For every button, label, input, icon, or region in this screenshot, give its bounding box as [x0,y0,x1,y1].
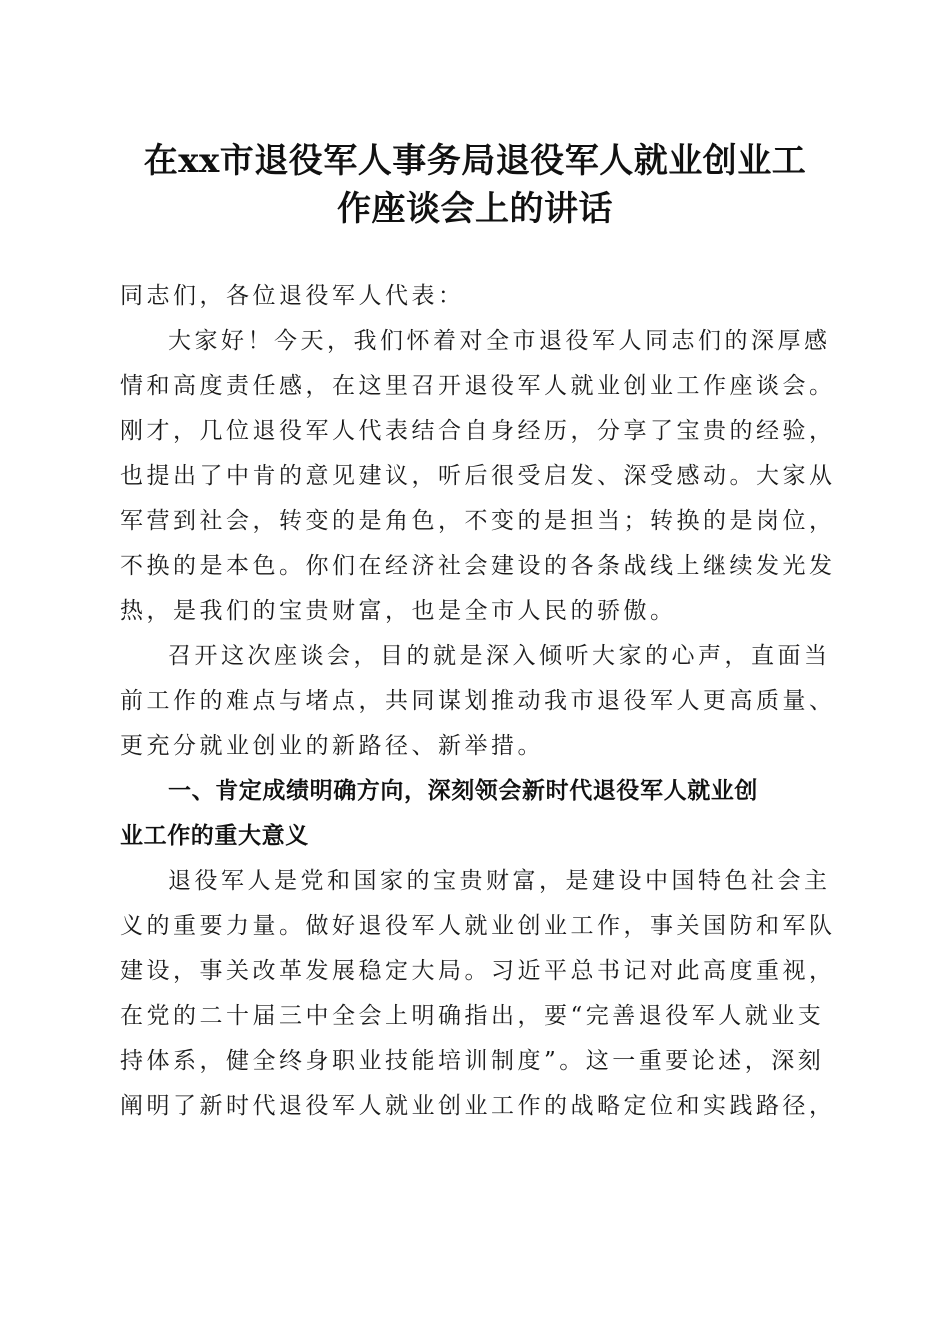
paragraph-1-line-1: 大家好！今天，我们怀着对全市退役军人同志们的深厚感 [168,328,831,354]
salutation: 同志们，各位退役军人代表： [120,283,465,309]
section-1-heading-line-1: 一、肯定成绩明确方向，深刻领会新时代退役军人就业创 [168,778,758,804]
paragraph-2-line-2: 前工作的难点与堵点，共同谋划推动我市退役军人更高质量、 [120,688,836,714]
paragraph-1-line-3: 刚才，几位退役军人代表结合自身经历，分享了宝贵的经验， [120,418,836,444]
paragraph-1-line-5: 军营到社会，转变的是角色，不变的是担当；转换的是岗位， [120,508,836,534]
paragraph-3-line-1: 退役军人是党和国家的宝贵财富，是建设中国特色社会主 [168,868,831,894]
paragraph-1-line-4: 也提出了中肯的意见建议，听后很受启发、深受感动。大家从 [120,463,836,489]
paragraph-3-line-6: 阐明了新时代退役军人就业创业工作的战略定位和实践路径， [120,1093,836,1119]
paragraph-2-line-3: 更充分就业创业的新路径、新举措。 [120,733,544,759]
paragraph-3-line-5: 持体系，健全终身职业技能培训制度”。这一重要论述，深刻 [120,1048,825,1074]
paragraph-2-line-1: 召开这次座谈会，目的就是深入倾听大家的心声，直面当 [168,643,831,669]
paragraph-1-line-6: 不换的是本色。你们在经济社会建设的各条战线上继续发光发 [120,553,836,579]
paragraph-3-line-4: 在党的二十届三中全会上明确指出，要“完善退役军人就业支 [120,1003,825,1029]
paragraph-1-line-7: 热，是我们的宝贵财富，也是全市人民的骄傲。 [120,598,677,624]
paragraph-1-line-2: 情和高度责任感，在这里召开退役军人就业创业工作座谈会。 [120,373,836,399]
document-title-line-1: 在xx市退役军人事务局退役军人就业创业工 [143,141,807,181]
document-title-line-2: 作座谈会上的讲话 [337,189,613,229]
paragraph-3-line-2: 义的重要力量。做好退役军人就业创业工作，事关国防和军队 [120,913,836,939]
section-1-heading-line-2: 业工作的重大意义 [120,823,309,849]
paragraph-3-line-3: 建设，事关改革发展稳定大局。习近平总书记对此高度重视， [120,958,836,984]
